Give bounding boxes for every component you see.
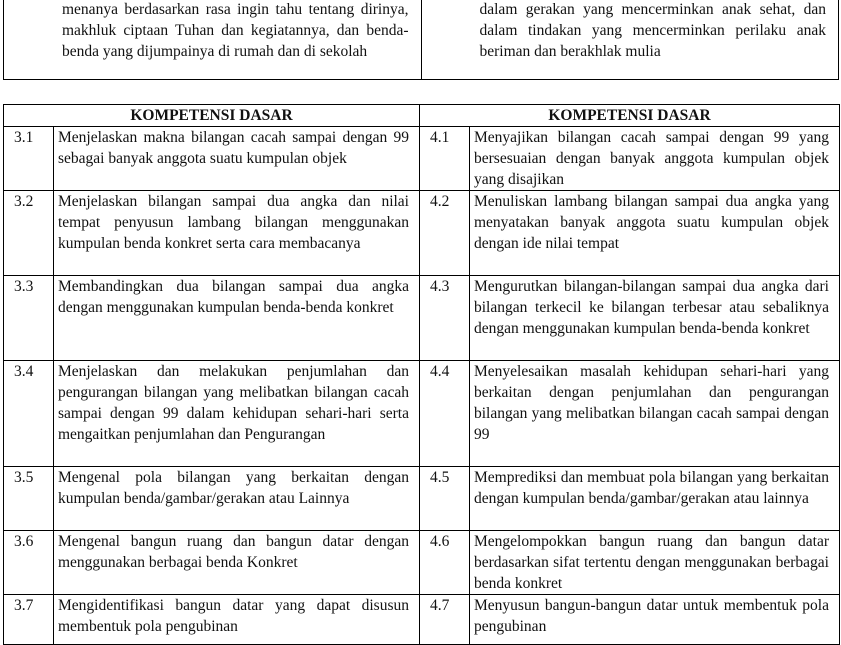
right-number: 4.1 [420,127,470,191]
right-number: 4.4 [420,361,470,467]
right-text: Memprediksi dan membuat pola bilangan yang berkaitan dengan kumpulan benda/gambar/gerakan atau lainnya [470,467,840,531]
table-row [4,531,840,595]
top-right-cell: dalam gerakan yang mencerminkan anak sehat, dan dalam tindakan yang mencerminkan perilaku anak beriman dan berakhlak mulia [421,0,839,80]
right-text: Mengelompokkan bangun ruang dan bangun datar berdasarkan sifat tertentu dengan menggunakan berbagai benda konkret [470,531,840,595]
right-text: Menyusun bangun-bangun datar untuk membentuk pola pengubinan [470,595,840,645]
right-text: Menyelesaikan masalah kehidupan sehari-hari yang berkaitan dengan penjumlahan dan pengurangan bilangan yang melibatkan bilangan cacah sampai dengan 99 [470,361,840,467]
left-number: 3.2 [4,191,54,276]
header-left: KOMPETENSI DASAR [4,105,420,127]
top-table [3,0,839,80]
table-row [4,595,840,645]
table-row [4,191,840,276]
kompetensi-dasar-table [3,104,840,645]
left-text: Menjelaskan makna bilangan cacah sampai dengan 99 sebagai banyak anggota suatu kumpulan objek [54,127,420,191]
left-text: Membandingkan dua bilangan sampai dua angka dengan menggunakan kumpulan benda-benda konkret [54,276,420,361]
right-text: Menyajikan bilangan cacah sampai dengan 99 yang bersesuaian dengan banyak anggota kumpulan objek yang disajikan [470,127,840,191]
top-left-cell: menanya berdasarkan rasa ingin tahu tentang dirinya, makhluk ciptaan Tuhan dan kegiatannya, dan benda-benda yang dijumpainya di rumah dan di sekolah [4,0,422,80]
left-number: 3.6 [4,531,54,595]
left-text: Mengenal pola bilangan yang berkaitan dengan kumpulan benda/gambar/gerakan atau Lainnya [54,467,420,531]
table-row [4,127,840,191]
left-number: 3.4 [4,361,54,467]
right-text: Menuliskan lambang bilangan sampai dua angka yang menyatakan banyak anggota suatu kumpulan objek dengan ide nilai tempat [470,191,840,276]
left-text: Menjelaskan bilangan sampai dua angka dan nilai tempat penyusun lambang bilangan menggunakan kumpulan benda konkret serta cara membacanya [54,191,420,276]
right-number: 4.7 [420,595,470,645]
left-text: Mengidentifikasi bangun datar yang dapat disusun membentuk pola pengubinan [54,595,420,645]
left-number: 3.3 [4,276,54,361]
left-text: Menjelaskan dan melakukan penjumlahan dan pengurangan bilangan yang melibatkan bilangan cacah sampai dengan 99 dalam kehidupan sehari-hari serta mengaitkan penjumlahan dan Pengurangan [54,361,420,467]
right-number: 4.6 [420,531,470,595]
right-text: Mengurutkan bilangan-bilangan sampai dua angka dari bilangan terkecil ke bilangan terbesar atau sebaliknya dengan menggunakan kumpulan benda-benda konkret [470,276,840,361]
left-number: 3.7 [4,595,54,645]
right-number: 4.5 [420,467,470,531]
left-number: 3.5 [4,467,54,531]
right-number: 4.3 [420,276,470,361]
table-row [4,0,839,80]
table-row [4,361,840,467]
left-text: Mengenal bangun ruang dan bangun datar dengan menggunakan berbagai benda Konkret [54,531,420,595]
left-number: 3.1 [4,127,54,191]
right-number: 4.2 [420,191,470,276]
table-row [4,276,840,361]
table-row [4,467,840,531]
header-right: KOMPETENSI DASAR [420,105,840,127]
header-row [4,105,840,127]
